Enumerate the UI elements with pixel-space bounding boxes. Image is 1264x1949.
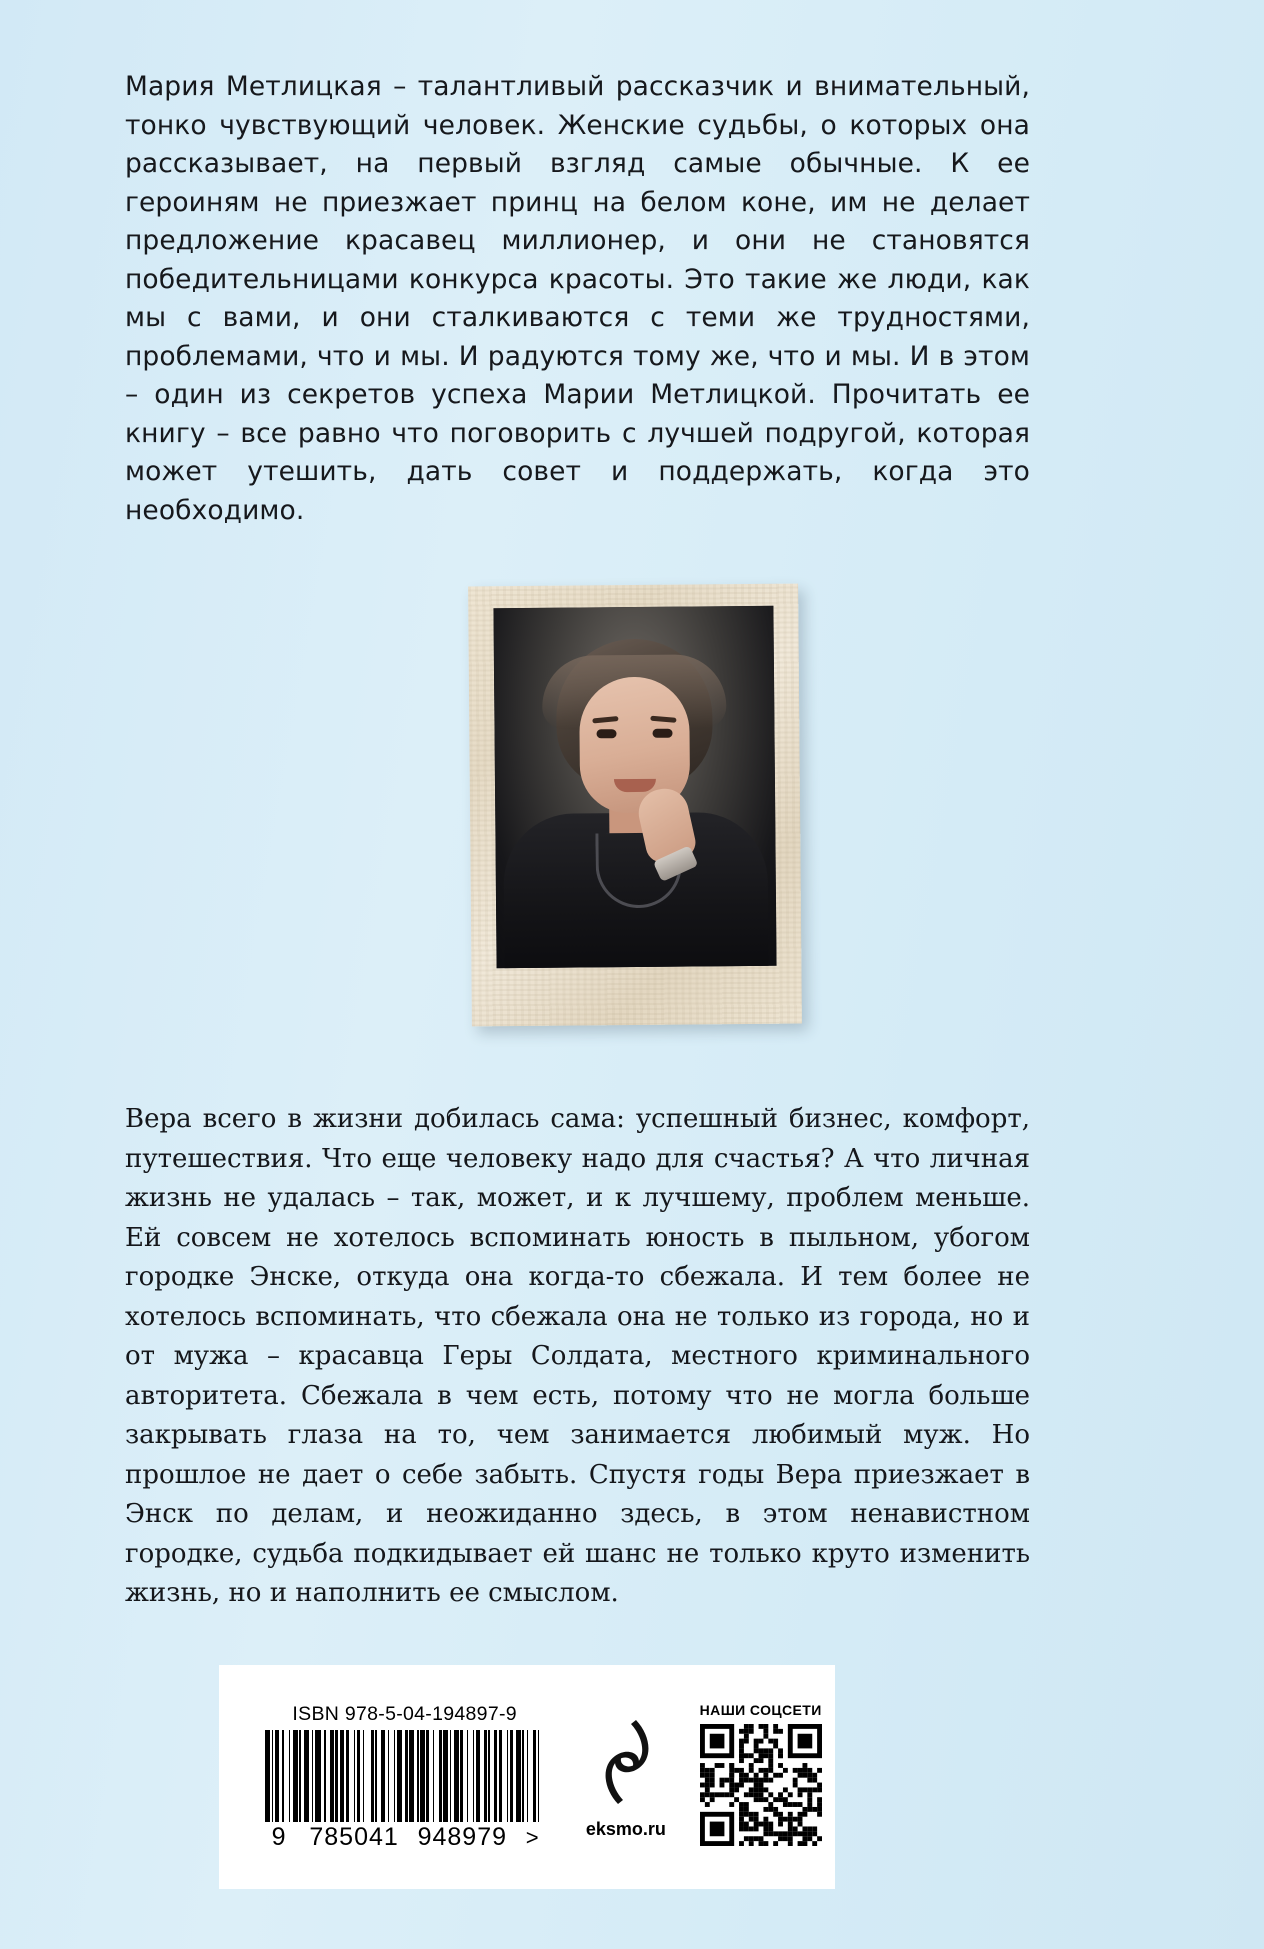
author-photo xyxy=(470,585,800,1025)
barcode-bars xyxy=(265,1730,543,1822)
social-block xyxy=(686,1702,835,1846)
eksmo-swirl-logo-icon xyxy=(595,1714,657,1810)
publisher-block xyxy=(567,1714,684,1840)
social-label: НАШИ СОЦСЕТИ xyxy=(699,1702,822,1718)
barcode-digit-first: 9 xyxy=(271,1822,287,1851)
barcode-digit-group-2: 948979 xyxy=(417,1822,508,1851)
author-blurb: Мария Метлицкая – талантливый рассказчик и внимательный, тонко чувствующий человек. Женские судьбы, о которых она рассказывает, на первый взгляд самые обычные. К ее героиням не приезжает принц на белом коне, им не делает предложение красавец миллионер, и они не становятся победительницами конкурса красоты. Это такие же люди, как мы с вами, и они сталкиваются с теми же трудностями, проблемами, что и мы. И радуются тому же, что и мы. И в этом – один из секретов успеха Марии Метлицкой. Прочитать ее книгу – все равно что поговорить с лучшей подругой, которая может утешить, дать совет и поддержать, когда это необходимо. xyxy=(125,71,1030,526)
barcode-digit-group-1: 785041 xyxy=(309,1822,399,1851)
barcode-panel xyxy=(219,1665,835,1889)
qr-code-icon[interactable] xyxy=(700,1724,822,1846)
barcode-digit-suffix: > xyxy=(525,1824,540,1850)
book-synopsis: Вера всего в жизни добилась сама: успешный бизнес, комфорт, путешествия. Что еще человеку надо для счастья? А что личная жизнь не удалась – так, может, и к лучшему, проблем меньше. Ей совсем не хотелось вспоминать юность в пыльном, убогом городке Энске, откуда она когда-то сбежала. И тем более не хотелось вспоминать, что сбежала она не только из города, но и от мужа – красавца Геры Солдата, местного криминального авторитета. Сбежала в чем есть, потому что не могла больше закрывать глаза на то, чем занимается любимый муж. Но прошлое не дает о себе забыть. Спустя годы Вера приезжает в Энск по делам, и неожиданно здесь, в этом ненавистном городке, судьба подкидывает ей шанс не только круто изменить жизнь, но и наполнить ее смыслом. xyxy=(125,1104,1030,1608)
barcode-digits xyxy=(270,1823,540,1852)
publisher-url[interactable]: eksmo.ru xyxy=(585,1819,666,1839)
author-portrait-illustration xyxy=(493,606,776,968)
isbn-label: ISBN 978-5-04-194897-9 xyxy=(292,1702,517,1725)
barcode-block xyxy=(256,1703,553,1852)
photo-image xyxy=(493,606,776,968)
